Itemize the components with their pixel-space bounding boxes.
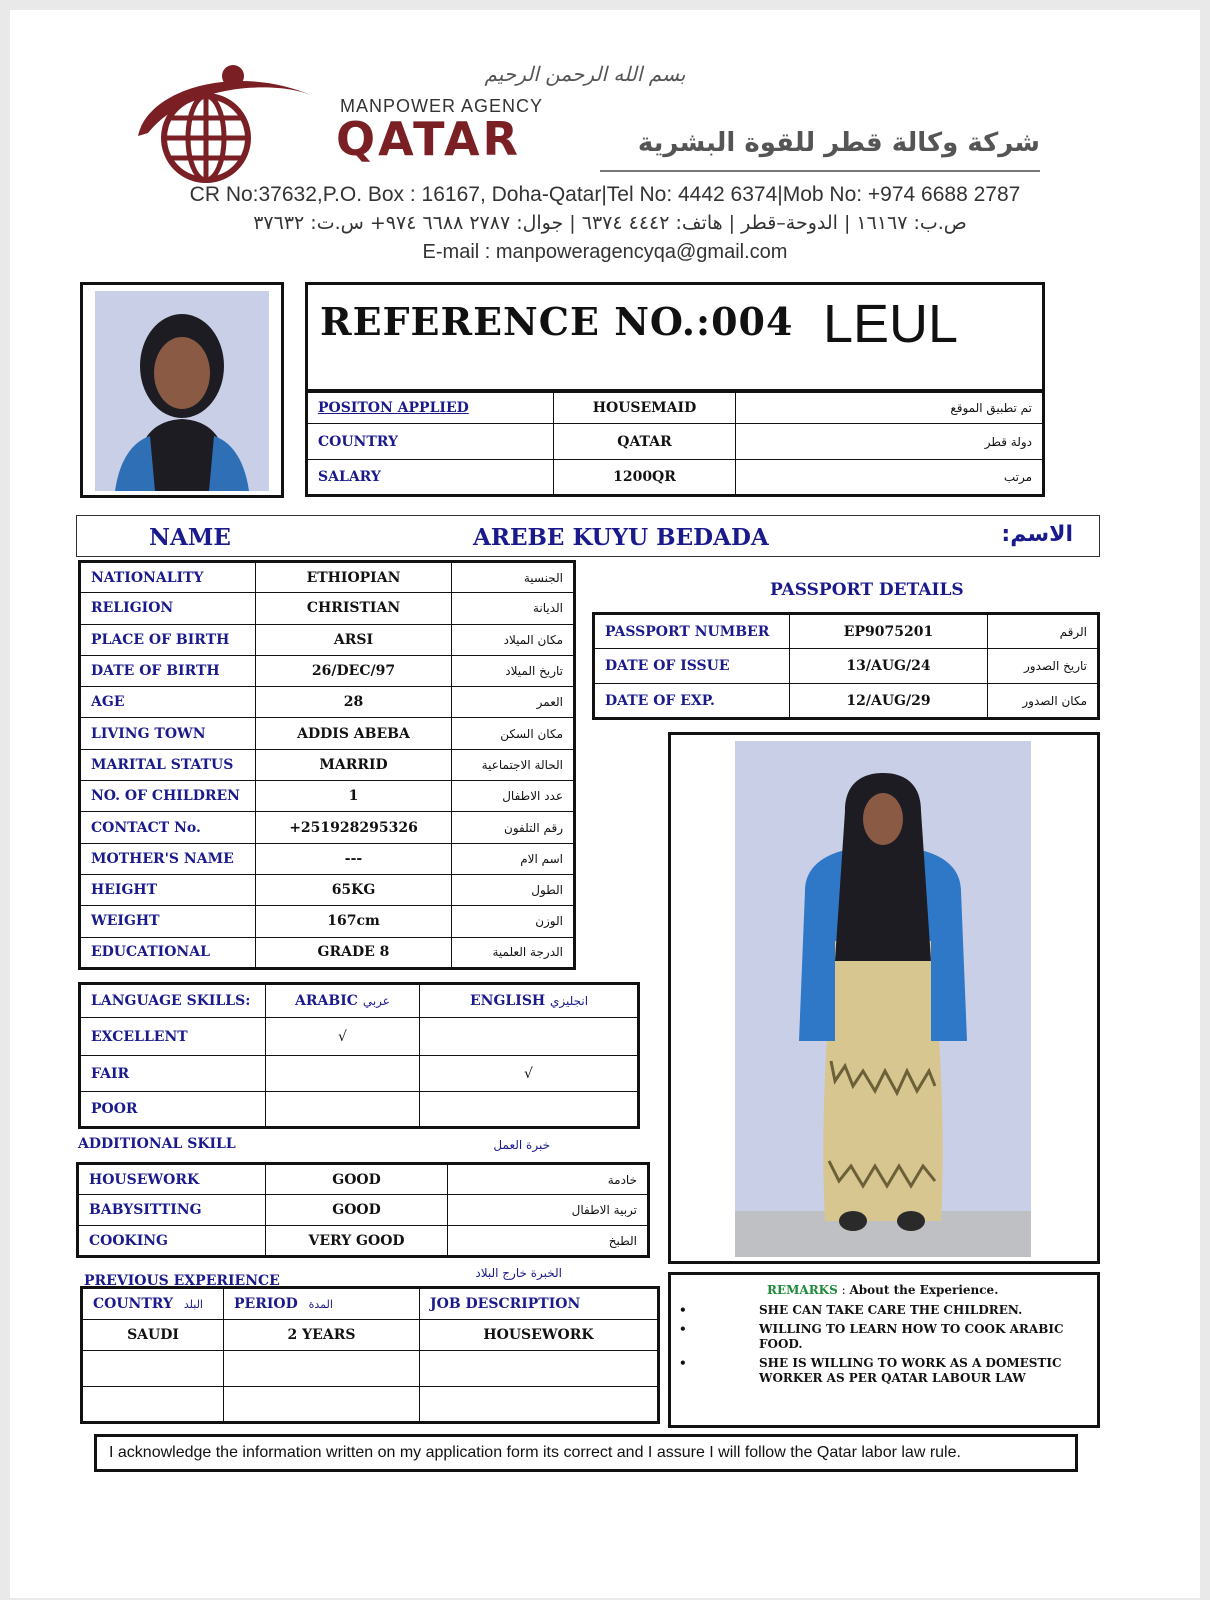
passport-arabic: مكان الصدور <box>988 684 1099 719</box>
passport-value: 12/AUG/29 <box>790 684 988 719</box>
detail-label: CONTACT No. <box>80 812 256 843</box>
address-line: CR No:37632,P.O. Box : 16167, Doha-Qatar|Tel No: 4442 6374|Mob No: +974 6688 2787 <box>189 183 1021 206</box>
detail-arabic: العمر <box>452 687 575 718</box>
detail-value: 26/DEC/97 <box>256 655 452 686</box>
detail-arabic: عدد الاطفال <box>452 781 575 812</box>
position-table <box>305 390 1045 497</box>
table-row <box>594 649 1099 684</box>
experience-period: 2 YEARS <box>224 1320 420 1351</box>
english-language-header <box>420 984 639 1018</box>
experience-title: PREVIOUS EXPERIENCE <box>84 1273 280 1289</box>
table-row <box>78 1195 649 1226</box>
experience-period-label-ar: المدة <box>308 1298 333 1311</box>
acknowledgement-text: I acknowledge the information written on my application form its correct and I assure I will follow the Qatar labor law rule. <box>109 1444 961 1461</box>
skill-arabic: الطبخ <box>448 1226 649 1257</box>
detail-arabic: الديانة <box>452 593 575 624</box>
language-table <box>78 982 640 1129</box>
additional-skill-table <box>76 1162 650 1258</box>
salary-label: SALARY <box>307 460 554 496</box>
arabic-language-label-ar: عربي <box>362 994 390 1008</box>
bullet-icon: • <box>679 1356 687 1370</box>
table-row <box>80 1056 639 1092</box>
table-row <box>82 1320 659 1351</box>
table-row <box>80 655 575 686</box>
table-row <box>80 718 575 749</box>
detail-value: --- <box>256 843 452 874</box>
agency-small-title: MANPOWER AGENCY <box>340 96 544 116</box>
passport-value: EP9075201 <box>790 614 988 649</box>
name-label: NAME <box>149 524 231 551</box>
full-body-photo-frame <box>668 732 1100 1264</box>
bullet-icon: • <box>679 1303 687 1317</box>
detail-label: DATE OF BIRTH <box>80 655 256 686</box>
passport-table <box>592 612 1100 720</box>
detail-label: AGE <box>80 687 256 718</box>
country-value: QATAR <box>554 424 736 460</box>
remarks-label: REMARKS <box>767 1283 838 1297</box>
table-row <box>78 1226 649 1257</box>
passport-arabic: تاريخ الصدور <box>988 649 1099 684</box>
experience-job-header: JOB DESCRIPTION <box>420 1288 659 1320</box>
bismillah: بسم الله الرحمن الرحيم <box>484 62 686 86</box>
detail-value: ADDIS ABEBA <box>256 718 452 749</box>
email-line: E-mail : manpoweragencyqa@gmail.com <box>422 241 788 263</box>
experience-country: SAUDI <box>82 1320 224 1351</box>
arabic-language-header <box>266 984 420 1018</box>
table-row <box>80 937 575 968</box>
remark-text: SHE IS WILLING TO WORK AS A DOMESTIC WORKER AS PER QATAR LABOUR LAW <box>759 1356 1062 1385</box>
detail-value: +251928295326 <box>256 812 452 843</box>
skill-label: HOUSEWORK <box>78 1164 266 1195</box>
agency-logo-icon <box>128 58 328 188</box>
remarks-list <box>679 1303 1089 1390</box>
table-row <box>80 593 575 624</box>
experience-job: HOUSEWORK <box>420 1320 659 1351</box>
table-row <box>80 843 575 874</box>
detail-label: MOTHER'S NAME <box>80 843 256 874</box>
table-row <box>80 874 575 905</box>
remark-item <box>679 1356 1089 1386</box>
remarks-heading <box>767 1283 998 1297</box>
skill-label: BABYSITTING <box>78 1195 266 1226</box>
arabic-level-mark <box>266 1056 420 1092</box>
detail-value: 65KG <box>256 874 452 905</box>
table-row <box>82 1387 659 1423</box>
table-row <box>80 984 639 1018</box>
table-row <box>80 781 575 812</box>
acknowledgement-box <box>94 1434 1078 1472</box>
header-underline <box>600 170 1040 172</box>
arabic-level-mark: √ <box>266 1018 420 1056</box>
arabic-level-mark <box>266 1092 420 1128</box>
skill-value: GOOD <box>266 1195 448 1226</box>
agency-arabic-title: شركة وكالة قطر للقوة البشرية <box>637 128 1040 158</box>
table-row <box>82 1288 659 1320</box>
detail-label: WEIGHT <box>80 906 256 937</box>
detail-arabic: رقم التلفون <box>452 812 575 843</box>
table-row <box>82 1351 659 1387</box>
remark-item <box>679 1303 1089 1318</box>
detail-arabic: الوزن <box>452 906 575 937</box>
table-row <box>80 562 575 593</box>
experience-period <box>224 1351 420 1387</box>
reference-number: REFERENCE NO.:004 <box>320 299 794 344</box>
detail-arabic: الحالة الاجتماعية <box>452 749 575 780</box>
detail-value: CHRISTIAN <box>256 593 452 624</box>
detail-value: ARSI <box>256 624 452 655</box>
language-level-label: EXCELLENT <box>80 1018 266 1056</box>
detail-value: ETHIOPIAN <box>256 562 452 593</box>
english-level-mark: √ <box>420 1056 639 1092</box>
country-label: COUNTRY <box>307 424 554 460</box>
reference-box <box>305 282 1045 392</box>
detail-value: MARRID <box>256 749 452 780</box>
detail-arabic: الطول <box>452 874 575 905</box>
english-language-label: ENGLISH <box>470 993 546 1009</box>
arabic-language-label: ARABIC <box>295 993 358 1009</box>
bullet-icon: • <box>679 1322 687 1336</box>
skill-value: VERY GOOD <box>266 1226 448 1257</box>
table-row <box>594 614 1099 649</box>
detail-arabic: الدرجة العلمية <box>452 937 575 968</box>
table-row <box>307 460 1044 496</box>
table-row <box>80 812 575 843</box>
position-arabic: تم تطبيق الموقع <box>736 392 1044 424</box>
skill-label: COOKING <box>78 1226 266 1257</box>
address-arabic: ص.ب: ١٦١٦٧ | الدوحة–قطر | هاتف: ٤٤٤٢ ٦٣٧٤ | جوال: ٢٧٨٧ ٦٦٨٨ ٩٧٤+ س.ت: ٣٧٦٣٢ <box>253 212 967 234</box>
remarks-subtitle: About the Experience. <box>849 1283 999 1297</box>
table-row <box>80 1018 639 1056</box>
reference-name: LEUL <box>823 294 959 354</box>
portrait-photo <box>95 291 269 491</box>
name-arabic-label: الاسم: <box>1001 522 1073 547</box>
table-row <box>80 906 575 937</box>
remarks-box <box>668 1272 1100 1428</box>
table-row <box>80 687 575 718</box>
experience-period-header <box>224 1288 420 1320</box>
table-row <box>594 684 1099 719</box>
language-level-label: FAIR <box>80 1056 266 1092</box>
experience-table <box>80 1286 660 1424</box>
experience-job <box>420 1387 659 1423</box>
passport-arabic: الرقم <box>988 614 1099 649</box>
salary-arabic: مرتب <box>736 460 1044 496</box>
country-arabic: دولة قطر <box>736 424 1044 460</box>
detail-label: NO. OF CHILDREN <box>80 781 256 812</box>
table-row <box>80 749 575 780</box>
position-label: POSITON APPLIED <box>307 392 554 424</box>
language-level-label: POOR <box>80 1092 266 1128</box>
detail-label: RELIGION <box>80 593 256 624</box>
detail-label: HEIGHT <box>80 874 256 905</box>
applicant-name: AREBE KUYU BEDADA <box>473 524 769 551</box>
detail-value: GRADE 8 <box>256 937 452 968</box>
additional-skill-title: ADDITIONAL SKILL <box>78 1136 236 1152</box>
experience-period <box>224 1387 420 1423</box>
additional-skill-title-arabic: خبرة العمل <box>493 1138 550 1152</box>
detail-arabic: اسم الام <box>452 843 575 874</box>
remark-item <box>679 1322 1089 1352</box>
table-row <box>78 1164 649 1195</box>
detail-label: NATIONALITY <box>80 562 256 593</box>
english-level-mark <box>420 1092 639 1128</box>
experience-country <box>82 1387 224 1423</box>
position-value: HOUSEMAID <box>554 392 736 424</box>
detail-value: 28 <box>256 687 452 718</box>
english-language-label-ar: انجليزي <box>550 994 589 1008</box>
experience-title-arabic: الخبرة خارج البلاد <box>475 1266 562 1280</box>
skill-value: GOOD <box>266 1164 448 1195</box>
english-level-mark <box>420 1018 639 1056</box>
detail-arabic: مكان السكن <box>452 718 575 749</box>
skill-arabic: خادمة <box>448 1164 649 1195</box>
experience-country-label: COUNTRY <box>93 1296 173 1312</box>
passport-label: DATE OF EXP. <box>594 684 790 719</box>
detail-value: 167cm <box>256 906 452 937</box>
table-row <box>307 424 1044 460</box>
portrait-photo-frame <box>80 282 284 498</box>
agency-big-title: QATAR <box>336 112 521 166</box>
detail-arabic: تاريخ الميلاد <box>452 655 575 686</box>
detail-value: 1 <box>256 781 452 812</box>
application-sheet <box>10 10 1200 1598</box>
experience-period-label: PERIOD <box>234 1296 298 1312</box>
experience-country-header <box>82 1288 224 1320</box>
passport-label: PASSPORT NUMBER <box>594 614 790 649</box>
header <box>10 10 1200 280</box>
passport-value: 13/AUG/24 <box>790 649 988 684</box>
experience-country-label-ar: البلد <box>183 1298 203 1311</box>
remark-text: WILLING TO LEARN HOW TO COOK ARABIC FOOD. <box>759 1322 1064 1351</box>
full-body-photo <box>735 741 1031 1257</box>
salary-value: 1200QR <box>554 460 736 496</box>
table-row <box>80 1092 639 1128</box>
table-row <box>80 624 575 655</box>
personal-details-table <box>78 560 576 970</box>
experience-country <box>82 1351 224 1387</box>
table-row <box>307 392 1044 424</box>
detail-label: EDUCATIONAL <box>80 937 256 968</box>
name-bar <box>76 515 1100 557</box>
passport-label: DATE OF ISSUE <box>594 649 790 684</box>
detail-arabic: الجنسية <box>452 562 575 593</box>
remarks-separator: : <box>837 1283 850 1297</box>
remark-text: SHE CAN TAKE CARE THE CHILDREN. <box>759 1303 1023 1317</box>
detail-label: MARITAL STATUS <box>80 749 256 780</box>
skill-arabic: تربية الاطفال <box>448 1195 649 1226</box>
detail-label: PLACE OF BIRTH <box>80 624 256 655</box>
language-header: LANGUAGE SKILLS: <box>80 984 266 1018</box>
detail-label: LIVING TOWN <box>80 718 256 749</box>
experience-job <box>420 1351 659 1387</box>
passport-title: PASSPORT DETAILS <box>770 580 964 600</box>
detail-arabic: مكان الميلاد <box>452 624 575 655</box>
